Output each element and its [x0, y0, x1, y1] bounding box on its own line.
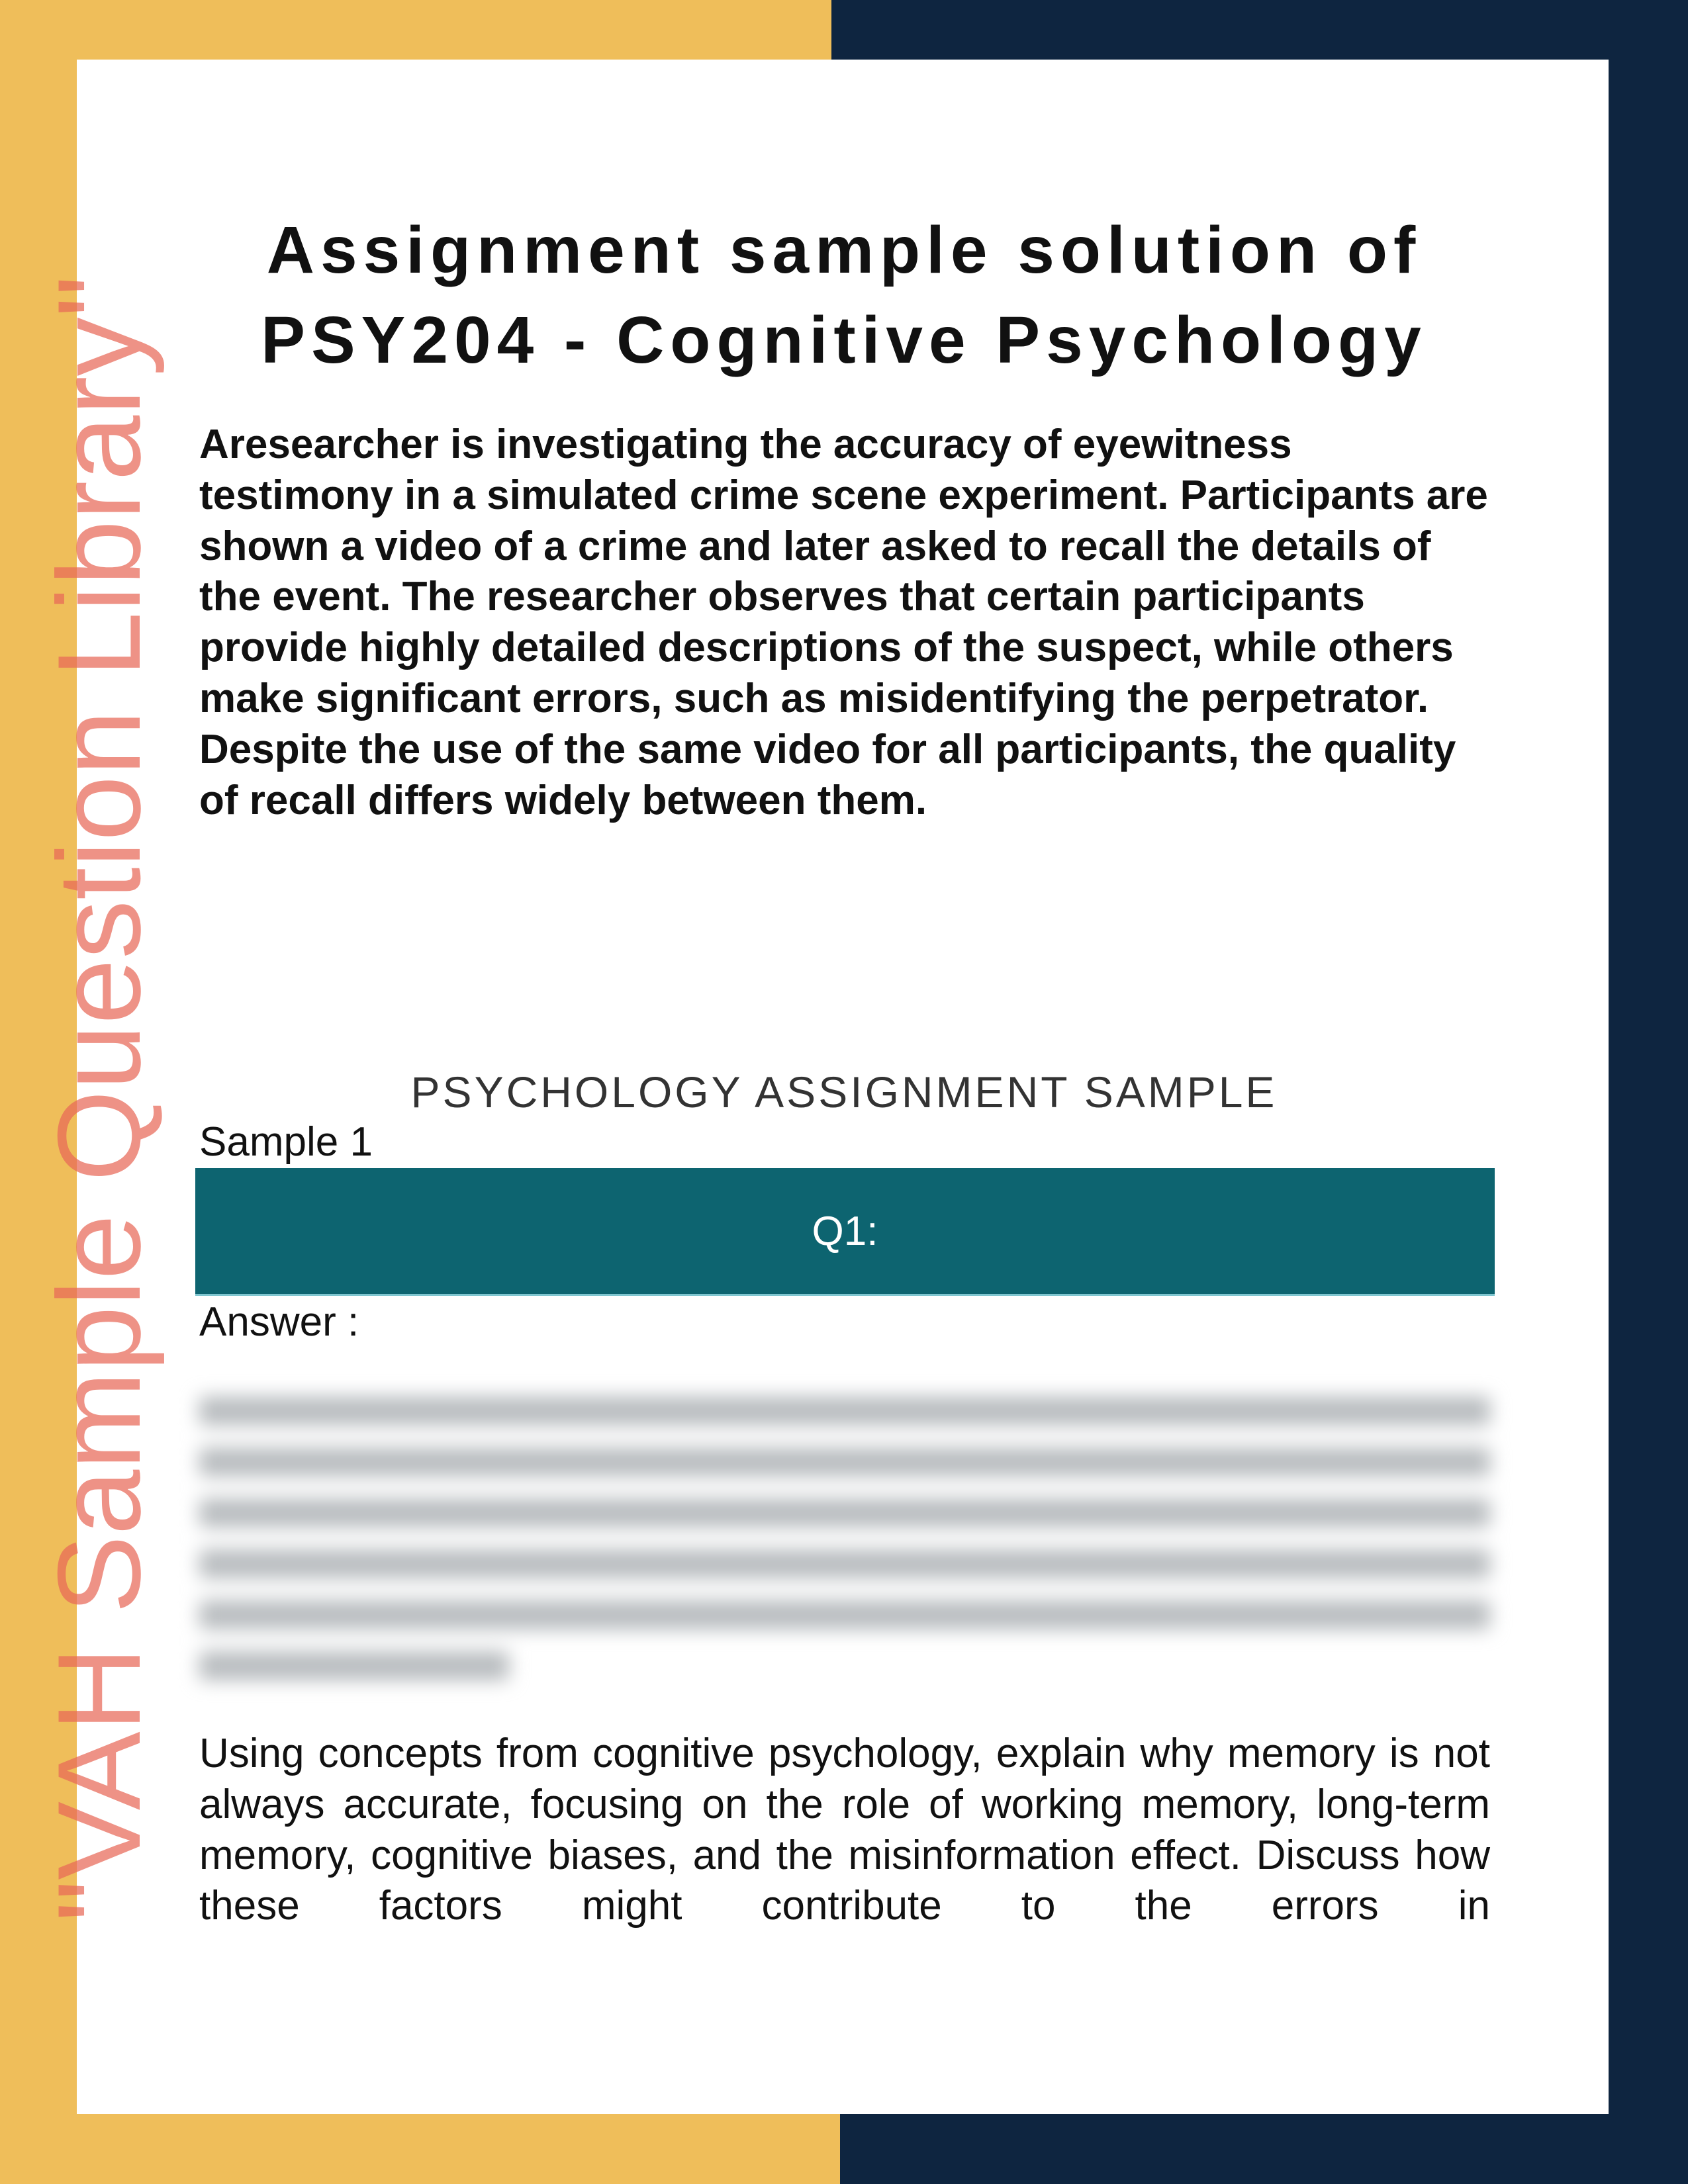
document-title	[0, 205, 1688, 385]
bottom-yellow-band	[0, 2114, 840, 2184]
question-label: Q1:	[812, 1208, 878, 1254]
top-yellow-band	[0, 0, 831, 60]
scenario-paragraph: Aresearcher is investigating the accuracy of eyewitness testimony in a simulated crime scene experiment. Participants are shown a video of a crime and later asked to recall the details of the event. The researcher observes that certain participants provide highly detailed descriptions of the suspect, while others make significant errors, such as misidentifying the perpetrator. Despite the use of the same video for all participants, the quality of recall differs widely between them.	[199, 422, 1488, 823]
bottom-navy-band	[840, 2114, 1688, 2184]
question-bar	[195, 1168, 1495, 1296]
top-navy-band	[831, 0, 1688, 60]
section-heading: PSYCHOLOGY ASSIGNMENT SAMPLE	[410, 1068, 1278, 1116]
question-paragraph: Using concepts from cognitive psychology, explain why memory is not always accurate, focusing on the role of working memory, long-term memory, cognitive biases, and the misinformation effect. Discuss how these factors might contribute to the errors in	[199, 1731, 1490, 1929]
blurred-answer-text	[199, 1396, 1490, 1701]
sample-label: Sample 1	[199, 1119, 373, 1165]
answer-label: Answer :	[199, 1299, 359, 1345]
title-line-1: Assignment sample solution of	[266, 213, 1422, 287]
title-line-2: PSY204 - Cognitive Psychology	[261, 303, 1427, 377]
watermark: "VAH Sample Question Library"	[33, 275, 165, 1922]
